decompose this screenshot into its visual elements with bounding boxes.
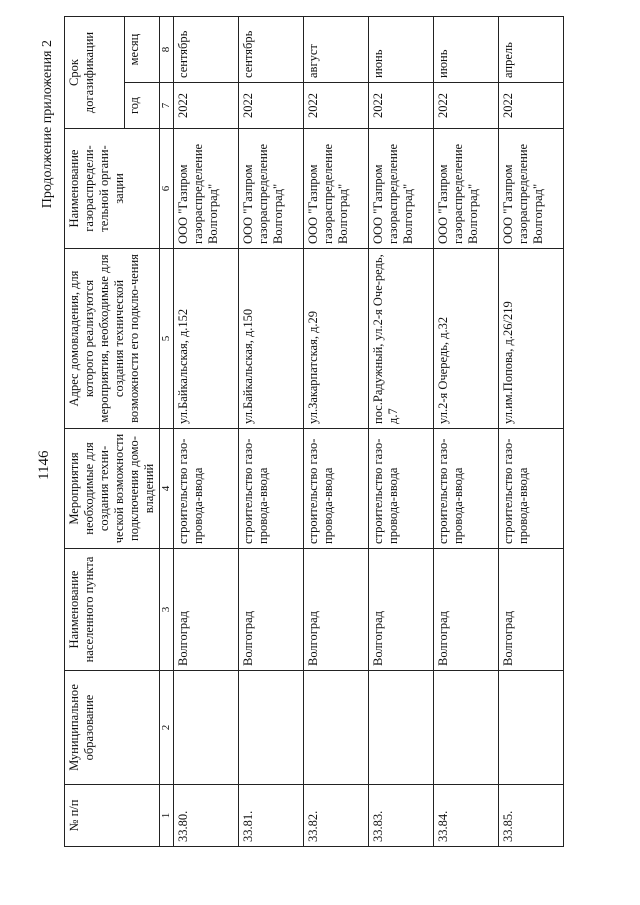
col-number: 2 — [160, 671, 174, 785]
month-cell: июнь — [434, 17, 499, 83]
header-num: № п/п — [65, 785, 160, 847]
col-number: 1 — [160, 785, 174, 847]
table-row — [499, 17, 564, 847]
col-number: 5 — [160, 249, 174, 429]
table-row — [369, 17, 434, 847]
col-number: 4 — [160, 429, 174, 549]
table-row — [434, 17, 499, 847]
header-settlement: Наименование населенного пункта — [65, 549, 160, 671]
table-row — [174, 17, 239, 847]
municipality-cell — [304, 671, 369, 785]
row-number: 33.85. — [499, 785, 564, 847]
header-term: Срок догазификации — [65, 17, 125, 129]
organization-cell: ООО "Газпром газораспределение Волгоград" — [499, 129, 564, 249]
settlement-cell: Волгоград — [304, 549, 369, 671]
address-cell: ул.2-я Очередь, д.32 — [434, 249, 499, 429]
address-cell: ул.Закарпатская, д.29 — [304, 249, 369, 429]
month-cell: июнь — [369, 17, 434, 83]
year-cell: 2022 — [174, 83, 239, 129]
header-measures: Мероприятия необходимые для создания техни-ческой возможности подключения домо-владений — [65, 429, 160, 549]
settlement-cell: Волгоград — [434, 549, 499, 671]
municipality-cell — [434, 671, 499, 785]
col-number: 3 — [160, 549, 174, 671]
address-cell: пос.Радужный, ул.2-я Оче-редь, д.7 — [369, 249, 434, 429]
address-cell: ул.Байкальская, д.150 — [239, 249, 304, 429]
header-address: Адрес домовладения, для которого реализуются мероприятия, необходимые для создания технической возможности его подклю-чения — [65, 249, 160, 429]
year-cell: 2022 — [369, 83, 434, 129]
measure-cell: строительство газо-провода-ввода — [434, 429, 499, 549]
page-number: 1146 — [36, 450, 52, 480]
settlement-cell: Волгоград — [239, 549, 304, 671]
settlement-cell: Волгоград — [369, 549, 434, 671]
column-number-row — [160, 17, 174, 847]
header-municipality: Муниципальное образование — [65, 671, 160, 785]
settlement-cell: Волгоград — [499, 549, 564, 671]
municipality-cell — [239, 671, 304, 785]
month-cell: апрель — [499, 17, 564, 83]
measure-cell: строительство газо-провода-ввода — [174, 429, 239, 549]
organization-cell: ООО "Газпром газораспределение Волгоград" — [434, 129, 499, 249]
month-cell: август — [304, 17, 369, 83]
measure-cell: строительство газо-провода-ввода — [304, 429, 369, 549]
organization-cell: ООО "Газпром газораспределение Волгоград" — [304, 129, 369, 249]
row-number: 33.81. — [239, 785, 304, 847]
municipality-cell — [369, 671, 434, 785]
municipality-cell — [499, 671, 564, 785]
table-row — [239, 17, 304, 847]
row-number: 33.80. — [174, 785, 239, 847]
gasification-table — [64, 16, 564, 847]
address-cell: ул.Байкальская, д.152 — [174, 249, 239, 429]
measure-cell: строительство газо-провода-ввода — [499, 429, 564, 549]
organization-cell: ООО "Газпром газораспределение Волгоград" — [369, 129, 434, 249]
col-number: 8 — [160, 17, 174, 83]
year-cell: 2022 — [434, 83, 499, 129]
row-number: 33.83. — [369, 785, 434, 847]
header-year: год — [125, 83, 160, 129]
measure-cell: строительство газо-провода-ввода — [369, 429, 434, 549]
settlement-cell: Волгоград — [174, 549, 239, 671]
header-row — [65, 17, 125, 847]
col-number: 7 — [160, 83, 174, 129]
organization-cell: ООО "Газпром газораспределение Волгоград" — [239, 129, 304, 249]
organization-cell: ООО "Газпром газораспределение Волгоград" — [174, 129, 239, 249]
year-cell: 2022 — [239, 83, 304, 129]
month-cell: сентябрь — [239, 17, 304, 83]
row-number: 33.82. — [304, 785, 369, 847]
row-number: 33.84. — [434, 785, 499, 847]
municipality-cell — [174, 671, 239, 785]
header-organization: Наименование газораспредели-тельной органи-зации — [65, 129, 160, 249]
year-cell: 2022 — [304, 83, 369, 129]
address-cell: ул.им.Попова, д.26/219 — [499, 249, 564, 429]
col-number: 6 — [160, 129, 174, 249]
measure-cell: строительство газо-провода-ввода — [239, 429, 304, 549]
header-month: месяц — [125, 17, 160, 83]
table-row — [304, 17, 369, 847]
continuation-label: Продолжение приложения 2 — [40, 40, 55, 209]
year-cell: 2022 — [499, 83, 564, 129]
month-cell: сентябрь — [174, 17, 239, 83]
